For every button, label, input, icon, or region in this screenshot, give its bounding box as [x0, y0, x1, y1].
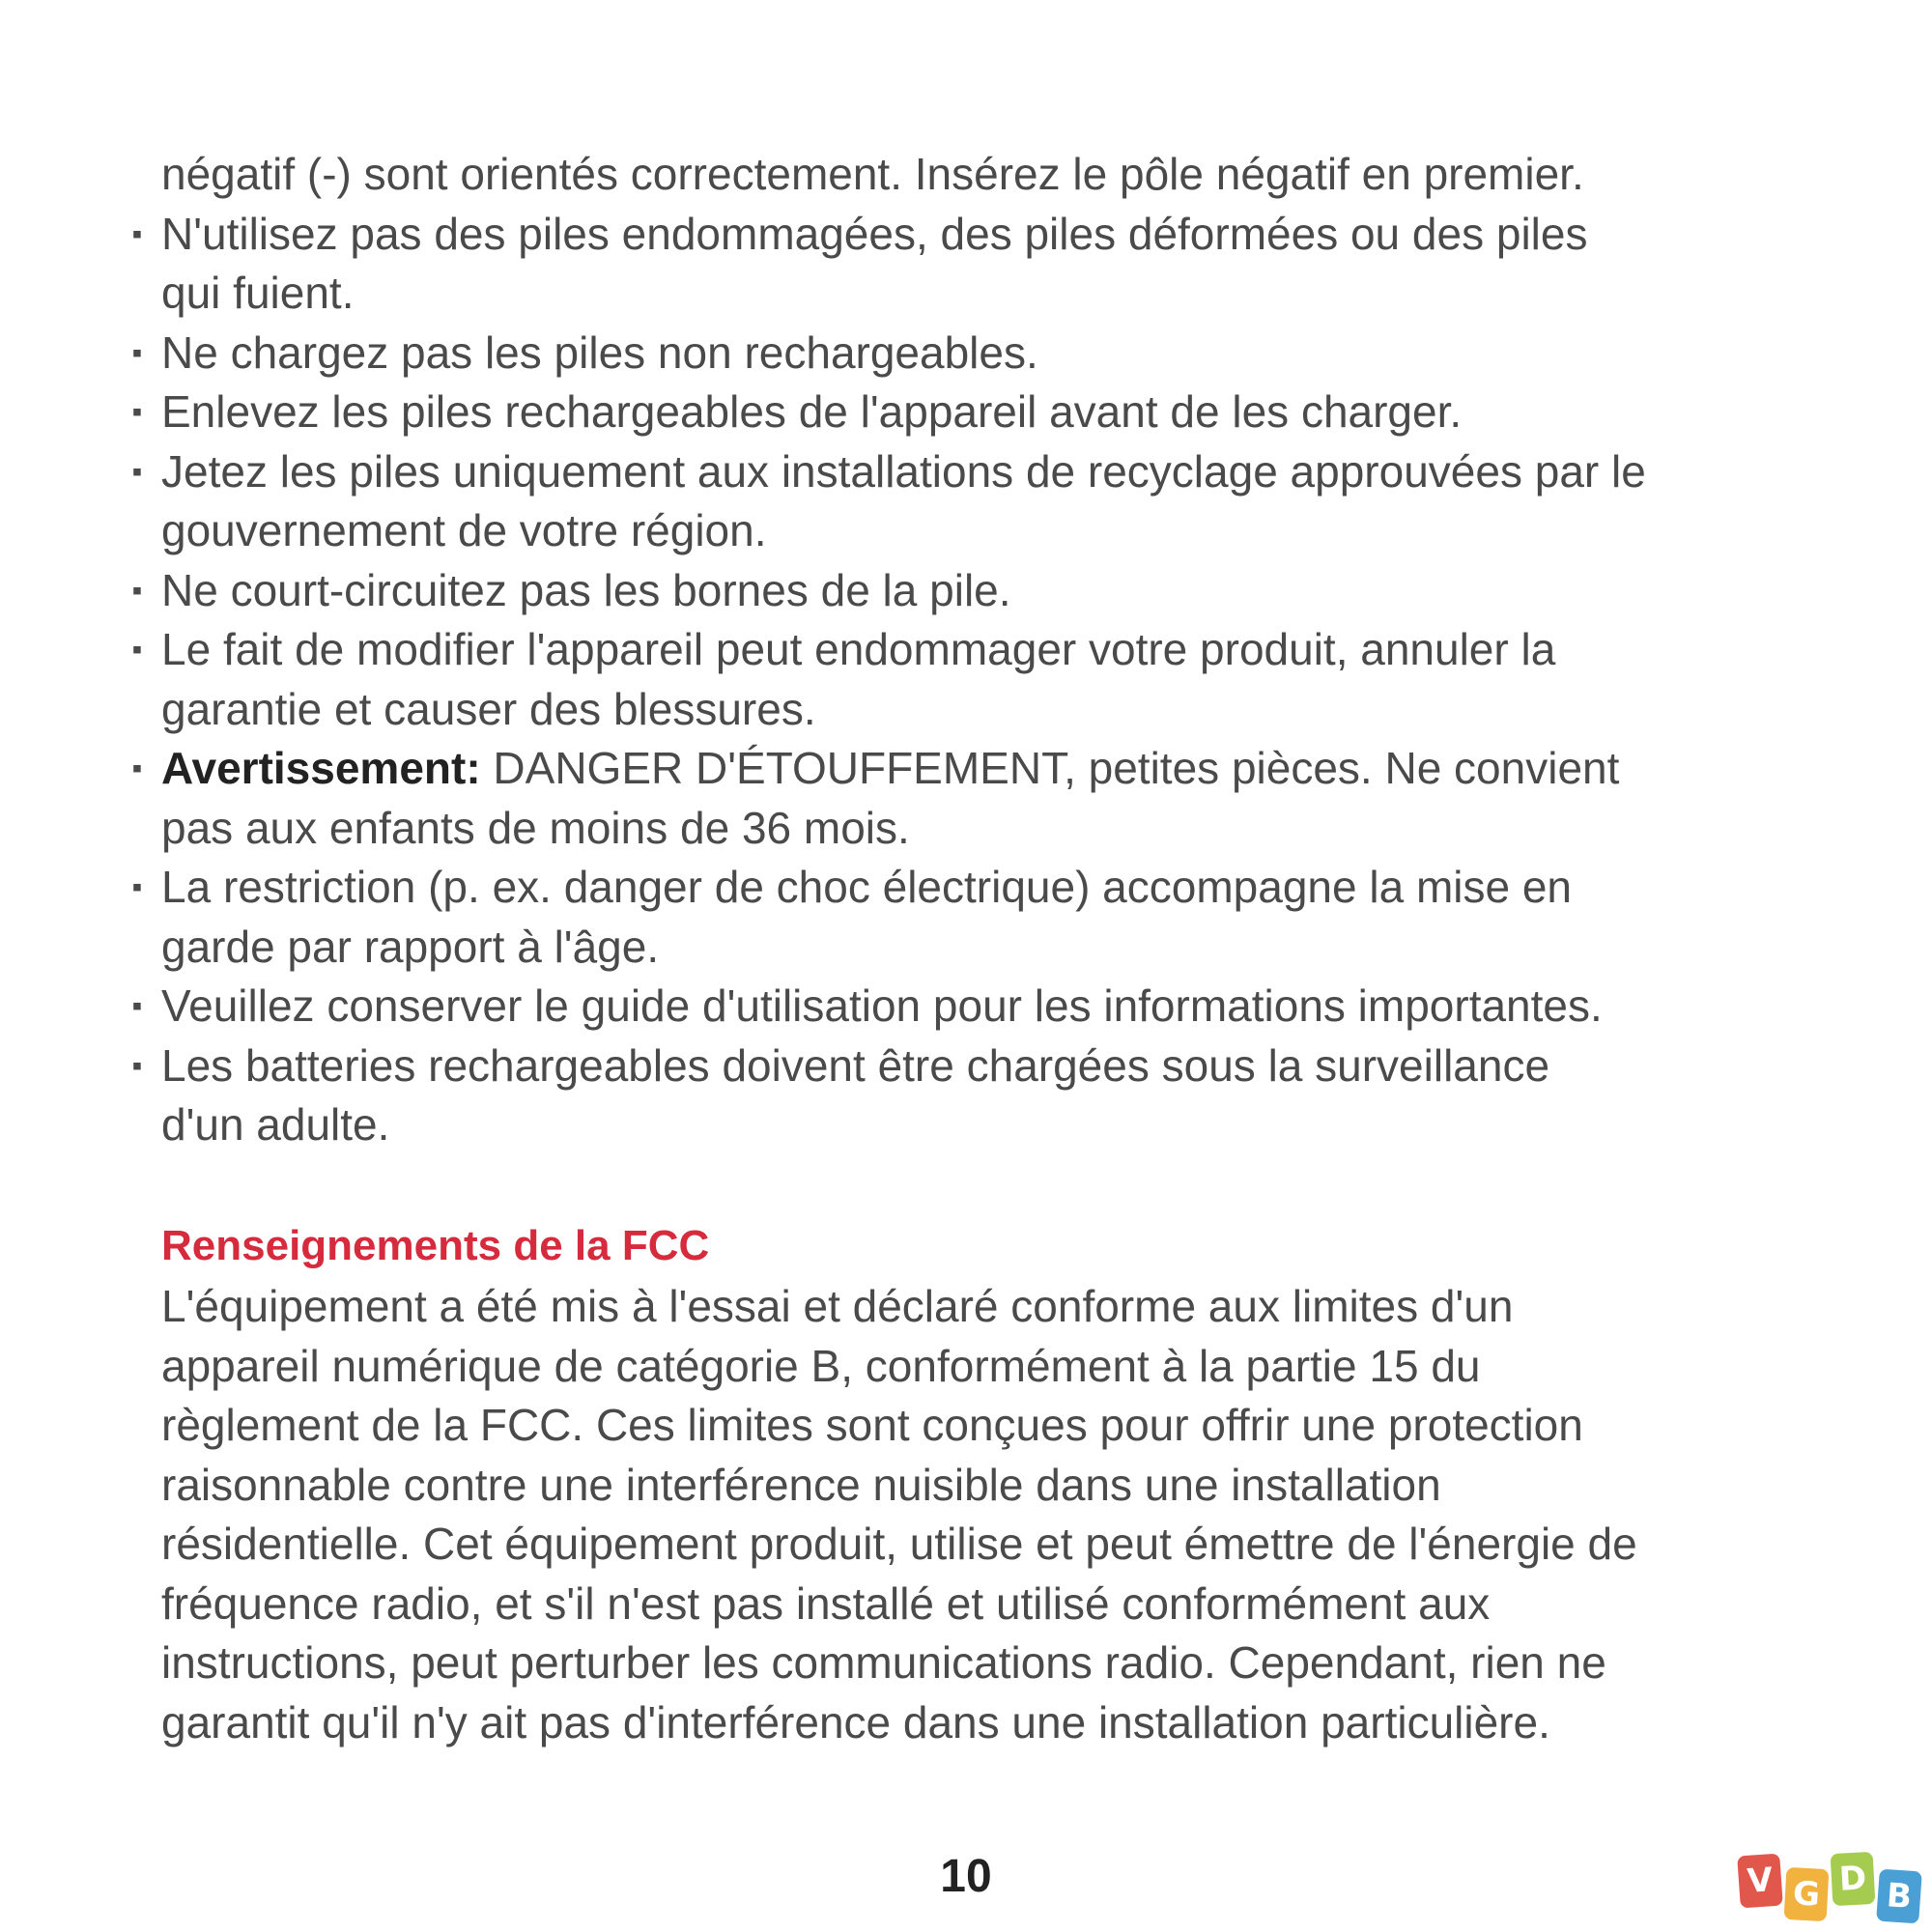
bullet-icon: ▪	[131, 396, 143, 428]
fcc-text-line: instructions, peut perturber les communications radio. Cependant, rien ne	[161, 1637, 1606, 1688]
bullet-icon: ▪	[131, 871, 143, 903]
fcc-text-line: L'équipement a été mis à l'essai et déclaré conforme aux limites d'un	[161, 1281, 1514, 1331]
bullet-item	[126, 205, 1768, 324]
bullet-text-line: garde par rapport à l'âge.	[161, 921, 660, 972]
logo-tile-g: G	[1784, 1867, 1830, 1921]
bullet-text-line: garantie et causer des blessures.	[161, 683, 816, 734]
safety-section	[126, 145, 1768, 1155]
vgdb-watermark-logo	[1739, 1853, 1932, 1930]
bullet-icon: ▪	[131, 634, 143, 666]
page-number: 10	[940, 1851, 992, 1902]
fcc-text-line: résidentielle. Cet équipement produit, utilise et peut émettre de l'énergie de	[161, 1519, 1637, 1569]
warning-text: DANGER D'ÉTOUFFEMENT, petites pièces. Ne convient	[480, 743, 1620, 793]
fcc-text-line: garantit qu'il n'y ait pas d'interférence dans une installation particulière.	[161, 1696, 1550, 1747]
bullet-item	[126, 383, 1768, 442]
fcc-text-line: appareil numérique de catégorie B, conformément à la partie 15 du	[161, 1340, 1481, 1391]
battery-warnings-list	[126, 205, 1768, 1155]
fcc-text-line: règlement de la FCC. Ces limites sont conçues pour offrir une protection	[161, 1400, 1583, 1450]
warning-label: Avertissement:	[161, 743, 481, 793]
logo-tile-v: V	[1737, 1854, 1783, 1909]
intro-continuation-line: négatif (-) sont orientés correctement. Insérez le pôle négatif en premier.	[161, 149, 1584, 199]
bullet-item	[126, 561, 1768, 621]
bullet-icon: ▪	[131, 753, 143, 784]
bullet-text-line	[156, 739, 1768, 799]
bullet-icon: ▪	[131, 1049, 143, 1082]
bullet-icon: ▪	[131, 455, 143, 488]
bullet-text-line: qui fuient.	[161, 268, 355, 318]
logo-tile-b: B	[1876, 1869, 1922, 1924]
bullet-text-line: N'utilisez pas des piles endommagées, des piles déformées ou des piles	[161, 208, 1588, 259]
bullet-text-line: Les batteries rechargeables doivent être chargées sous la surveillance	[161, 1039, 1550, 1091]
bullet-text-line: Le fait de modifier l'appareil peut endommager votre produit, annuler la	[161, 624, 1556, 674]
bullet-item	[126, 324, 1768, 384]
bullet-text-line: d'un adulte.	[161, 1099, 390, 1150]
bullet-text-line: Ne court-circuitez pas les bornes de la pile.	[161, 564, 1011, 615]
bullet-item-warning	[126, 739, 1768, 858]
bullet-text-line: La restriction (p. ex. danger de choc électrique) accompagne la mise en	[161, 862, 1573, 912]
bullet-text-line: Ne chargez pas les piles non rechargeables.	[161, 327, 1038, 378]
fcc-text-line: fréquence radio, et s'il n'est pas installé et utilisé conformément aux	[161, 1577, 1491, 1629]
bullet-text-line: Jetez les piles uniquement aux installations de recyclage approuvées par le	[161, 445, 1646, 497]
bullet-item	[126, 620, 1768, 739]
bullet-icon: ▪	[131, 336, 143, 369]
fcc-heading: Renseignements de la FCC	[161, 1222, 710, 1269]
bullet-item	[126, 1037, 1768, 1155]
bullet-icon: ▪	[131, 574, 143, 607]
bullet-text-line: pas aux enfants de moins de 36 mois.	[161, 802, 910, 853]
bullet-text-line: gouvernement de votre région.	[161, 505, 767, 555]
bullet-icon: ▪	[131, 990, 143, 1022]
fcc-paragraph	[161, 1277, 1784, 1752]
bullet-item	[126, 442, 1768, 561]
bullet-text-line: Veuillez conserver le guide d'utilisation pour les informations importantes.	[161, 980, 1603, 1031]
bullet-item	[126, 977, 1768, 1037]
logo-tile-d: D	[1831, 1852, 1876, 1906]
bullet-text-line: Enlevez les piles rechargeables de l'appareil avant de les charger.	[161, 386, 1463, 437]
fcc-text-line: raisonnable contre une interférence nuisible dans une installation	[161, 1459, 1441, 1510]
bullet-icon: ▪	[131, 217, 143, 250]
bullet-item	[126, 858, 1768, 977]
